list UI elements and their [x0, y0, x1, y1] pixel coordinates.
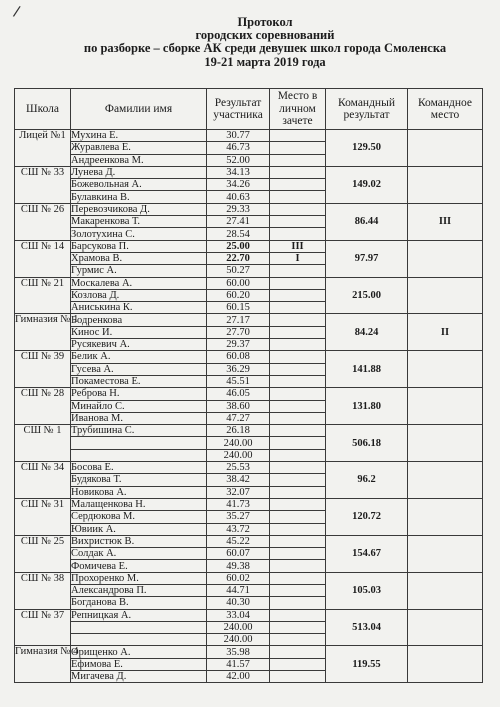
participant-name-cell: Реброва Н. [71, 388, 207, 400]
participant-result-cell: 44.71 [207, 584, 270, 596]
participant-name-cell: Бодренкова [71, 314, 207, 326]
personal-place-cell [270, 584, 326, 596]
personal-place-cell [270, 363, 326, 375]
participant-result-cell: 60.07 [207, 548, 270, 560]
participant-result-cell: 42.00 [207, 671, 270, 683]
team-place-cell [408, 240, 483, 277]
participant-result-cell: 240.00 [207, 634, 270, 646]
school-cell: СШ № 34 [15, 462, 71, 499]
team-place-cell [408, 388, 483, 425]
personal-place-cell [270, 462, 326, 474]
participant-name-cell: Ефимова Е. [71, 658, 207, 670]
participant-name-cell: Репницкая А. [71, 609, 207, 621]
school-cell: СШ № 37 [15, 609, 71, 646]
team-place-cell [408, 572, 483, 609]
team-place-cell [408, 535, 483, 572]
participant-result-cell: 60.00 [207, 277, 270, 289]
personal-place-cell [270, 449, 326, 461]
team-result-cell: 119.55 [326, 646, 408, 683]
team-place-cell [408, 425, 483, 462]
personal-place-cell [270, 351, 326, 363]
school-cell: СШ № 25 [15, 535, 71, 572]
personal-place-cell [270, 265, 326, 277]
personal-place-cell [270, 326, 326, 338]
corner-mark: / [11, 3, 22, 22]
team-place-cell [408, 646, 483, 683]
participant-name-cell: Покаместова Е. [71, 375, 207, 387]
personal-place-cell [270, 400, 326, 412]
participant-result-cell: 240.00 [207, 449, 270, 461]
participant-result-cell: 49.38 [207, 560, 270, 572]
personal-place-cell [270, 437, 326, 449]
school-cell: СШ № 33 [15, 166, 71, 203]
team-result-cell: 129.50 [326, 130, 408, 167]
school-cell: СШ № 14 [15, 240, 71, 277]
participant-name-cell: Мигачева Д. [71, 671, 207, 683]
participant-name-cell: Макаренкова Т. [71, 216, 207, 228]
participant-name-cell: Фомичева Е. [71, 560, 207, 572]
participant-name-cell: Журавлева Е. [71, 142, 207, 154]
participant-result-cell: 26.18 [207, 425, 270, 437]
personal-place-cell [270, 548, 326, 560]
participant-name-cell: Божевольная А. [71, 179, 207, 191]
participant-result-cell: 47.27 [207, 412, 270, 424]
participant-result-cell: 60.08 [207, 351, 270, 363]
table-row [15, 535, 483, 547]
personal-place-cell [270, 388, 326, 400]
participant-name-cell: Булавкина В. [71, 191, 207, 203]
participant-result-cell: 41.73 [207, 498, 270, 510]
participant-name-cell: Вихристюк В. [71, 535, 207, 547]
participant-name-cell: Перевозчикова Д. [71, 203, 207, 215]
participant-result-cell: 45.51 [207, 375, 270, 387]
participant-result-cell: 27.41 [207, 216, 270, 228]
team-place-cell [408, 130, 483, 167]
personal-place-cell [270, 203, 326, 215]
school-cell: Гимназия № 1 [15, 314, 71, 351]
personal-place-cell [270, 339, 326, 351]
team-place-cell [408, 277, 483, 314]
participant-result-cell: 22.70 [207, 252, 270, 264]
personal-place-cell [270, 634, 326, 646]
team-place-cell [408, 351, 483, 388]
table-row [15, 351, 483, 363]
column-header-result: Результат участника [207, 89, 270, 130]
participant-result-cell: 45.22 [207, 535, 270, 547]
school-cell: СШ № 39 [15, 351, 71, 388]
participant-result-cell: 40.30 [207, 597, 270, 609]
participant-name-cell [71, 449, 207, 461]
header-dates: 19-21 марта 2019 года [204, 54, 326, 69]
participant-result-cell: 34.13 [207, 166, 270, 178]
participant-result-cell: 29.37 [207, 339, 270, 351]
team-result-cell: 96.2 [326, 462, 408, 499]
table-row [15, 130, 483, 142]
participant-result-cell: 240.00 [207, 621, 270, 633]
personal-place-cell [270, 486, 326, 498]
team-place-cell [408, 498, 483, 535]
personal-place-cell [270, 277, 326, 289]
column-header-name: Фамилии имя [71, 89, 207, 130]
participant-result-cell: 25.00 [207, 240, 270, 252]
participant-result-cell: 27.17 [207, 314, 270, 326]
participant-result-cell: 30.77 [207, 130, 270, 142]
table-header-row [15, 89, 483, 130]
participant-result-cell: 32.07 [207, 486, 270, 498]
participant-name-cell: Русякевич А. [71, 339, 207, 351]
personal-place-cell [270, 314, 326, 326]
participant-name-cell: Иванова М. [71, 412, 207, 424]
team-place-cell: III [408, 203, 483, 240]
school-cell: СШ № 26 [15, 203, 71, 240]
participant-result-cell: 28.54 [207, 228, 270, 240]
personal-place-cell [270, 216, 326, 228]
table-row [15, 203, 483, 215]
participant-result-cell: 240.00 [207, 437, 270, 449]
header-title: Протокол [237, 15, 293, 29]
participant-result-cell: 60.02 [207, 572, 270, 584]
participant-name-cell: Лунева Д. [71, 166, 207, 178]
team-result-cell: 506.18 [326, 425, 408, 462]
participant-name-cell: Трубишина С. [71, 425, 207, 437]
participant-name-cell [71, 437, 207, 449]
table-body [15, 130, 483, 683]
participant-name-cell: Гурмис А. [71, 265, 207, 277]
participant-result-cell: 34.26 [207, 179, 270, 191]
personal-place-cell [270, 375, 326, 387]
personal-place-cell [270, 535, 326, 547]
school-cell: СШ № 21 [15, 277, 71, 314]
participant-result-cell: 52.00 [207, 154, 270, 166]
participant-name-cell: Барсукова П. [71, 240, 207, 252]
personal-place-cell [270, 609, 326, 621]
column-header-school: Школа [15, 89, 71, 130]
team-place-cell: II [408, 314, 483, 351]
column-header-personal-place: Место в личном зачете [270, 89, 326, 130]
table-row [15, 166, 483, 178]
table-row [15, 498, 483, 510]
personal-place-cell [270, 191, 326, 203]
team-place-cell [408, 462, 483, 499]
participant-name-cell: Минайло С. [71, 400, 207, 412]
table-row [15, 425, 483, 437]
participant-result-cell: 38.42 [207, 474, 270, 486]
participant-name-cell: Андреенкова М. [71, 154, 207, 166]
participant-name-cell: Малащенкова Н. [71, 498, 207, 510]
participant-result-cell: 43.72 [207, 523, 270, 535]
team-result-cell: 86.44 [326, 203, 408, 240]
personal-place-cell [270, 560, 326, 572]
participant-name-cell: Москалева А. [71, 277, 207, 289]
header-subtitle: городских соревнований [195, 28, 335, 43]
participant-name-cell: Кинос И. [71, 326, 207, 338]
table-row [15, 646, 483, 658]
school-cell: СШ № 31 [15, 498, 71, 535]
participant-name-cell: Золотухина С. [71, 228, 207, 240]
participant-result-cell: 27.70 [207, 326, 270, 338]
team-result-cell: 97.97 [326, 240, 408, 277]
participant-result-cell: 33.04 [207, 609, 270, 621]
personal-place-cell [270, 130, 326, 142]
personal-place-cell [270, 646, 326, 658]
participant-name-cell: Будякова Т. [71, 474, 207, 486]
team-result-cell: 131.80 [326, 388, 408, 425]
team-result-cell: 141.88 [326, 351, 408, 388]
participant-result-cell: 60.20 [207, 289, 270, 301]
personal-place-cell [270, 166, 326, 178]
school-cell: Гимназия № 4 [15, 646, 71, 683]
participant-result-cell: 41.57 [207, 658, 270, 670]
table-row [15, 388, 483, 400]
participant-name-cell: Орищенко А. [71, 646, 207, 658]
participant-result-cell: 46.73 [207, 142, 270, 154]
participant-name-cell: Ювиик А. [71, 523, 207, 535]
participant-result-cell: 35.98 [207, 646, 270, 658]
participant-result-cell: 60.15 [207, 302, 270, 314]
participant-result-cell: 50.27 [207, 265, 270, 277]
participant-result-cell: 25.53 [207, 462, 270, 474]
table-row [15, 314, 483, 326]
personal-place-cell [270, 302, 326, 314]
participant-name-cell: Солдак А. [71, 548, 207, 560]
table-row [15, 572, 483, 584]
personal-place-cell [270, 425, 326, 437]
participant-result-cell: 46.05 [207, 388, 270, 400]
school-cell: СШ № 1 [15, 425, 71, 462]
participant-result-cell: 35.27 [207, 511, 270, 523]
participant-name-cell: Богданова В. [71, 597, 207, 609]
personal-place-cell [270, 511, 326, 523]
results-table [14, 88, 483, 683]
team-result-cell: 84.24 [326, 314, 408, 351]
personal-place-cell: III [270, 240, 326, 252]
participant-name-cell [71, 634, 207, 646]
personal-place-cell [270, 179, 326, 191]
team-place-cell [408, 166, 483, 203]
column-header-team-place: Командное место [408, 89, 483, 130]
personal-place-cell [270, 474, 326, 486]
personal-place-cell [270, 142, 326, 154]
participant-name-cell: Белик А. [71, 351, 207, 363]
participant-result-cell: 38.60 [207, 400, 270, 412]
participant-name-cell: Мухина Е. [71, 130, 207, 142]
participant-name-cell: Сердюкова М. [71, 511, 207, 523]
school-cell: СШ № 38 [15, 572, 71, 609]
team-result-cell: 105.03 [326, 572, 408, 609]
personal-place-cell [270, 412, 326, 424]
participant-result-cell: 29.33 [207, 203, 270, 215]
table-row [15, 462, 483, 474]
participant-name-cell: Новикова А. [71, 486, 207, 498]
participant-name-cell: Прохоренко М. [71, 572, 207, 584]
team-place-cell [408, 609, 483, 646]
participant-name-cell: Александрова П. [71, 584, 207, 596]
personal-place-cell [270, 671, 326, 683]
participant-name-cell: Гусева А. [71, 363, 207, 375]
table-row [15, 240, 483, 252]
participant-result-cell: 36.29 [207, 363, 270, 375]
document-header [60, 16, 470, 69]
team-result-cell: 215.00 [326, 277, 408, 314]
personal-place-cell [270, 498, 326, 510]
participant-name-cell: Храмова В. [71, 252, 207, 264]
participant-name-cell: Босова Е. [71, 462, 207, 474]
personal-place-cell [270, 572, 326, 584]
column-header-team-result: Командный результат [326, 89, 408, 130]
personal-place-cell: I [270, 252, 326, 264]
personal-place-cell [270, 597, 326, 609]
table-row [15, 609, 483, 621]
participant-name-cell [71, 621, 207, 633]
team-result-cell: 149.02 [326, 166, 408, 203]
participant-result-cell: 40.63 [207, 191, 270, 203]
personal-place-cell [270, 154, 326, 166]
table-row [15, 277, 483, 289]
personal-place-cell [270, 523, 326, 535]
personal-place-cell [270, 289, 326, 301]
participant-name-cell: Козлова Д. [71, 289, 207, 301]
personal-place-cell [270, 621, 326, 633]
personal-place-cell [270, 228, 326, 240]
team-result-cell: 154.67 [326, 535, 408, 572]
personal-place-cell [270, 658, 326, 670]
participant-name-cell: Аниськина К. [71, 302, 207, 314]
team-result-cell: 120.72 [326, 498, 408, 535]
school-cell: Лицей №1 [15, 130, 71, 167]
school-cell: СШ № 28 [15, 388, 71, 425]
header-description: по разборке – сборке АК среди девушек школ города Смоленска [83, 41, 447, 56]
team-result-cell: 513.04 [326, 609, 408, 646]
